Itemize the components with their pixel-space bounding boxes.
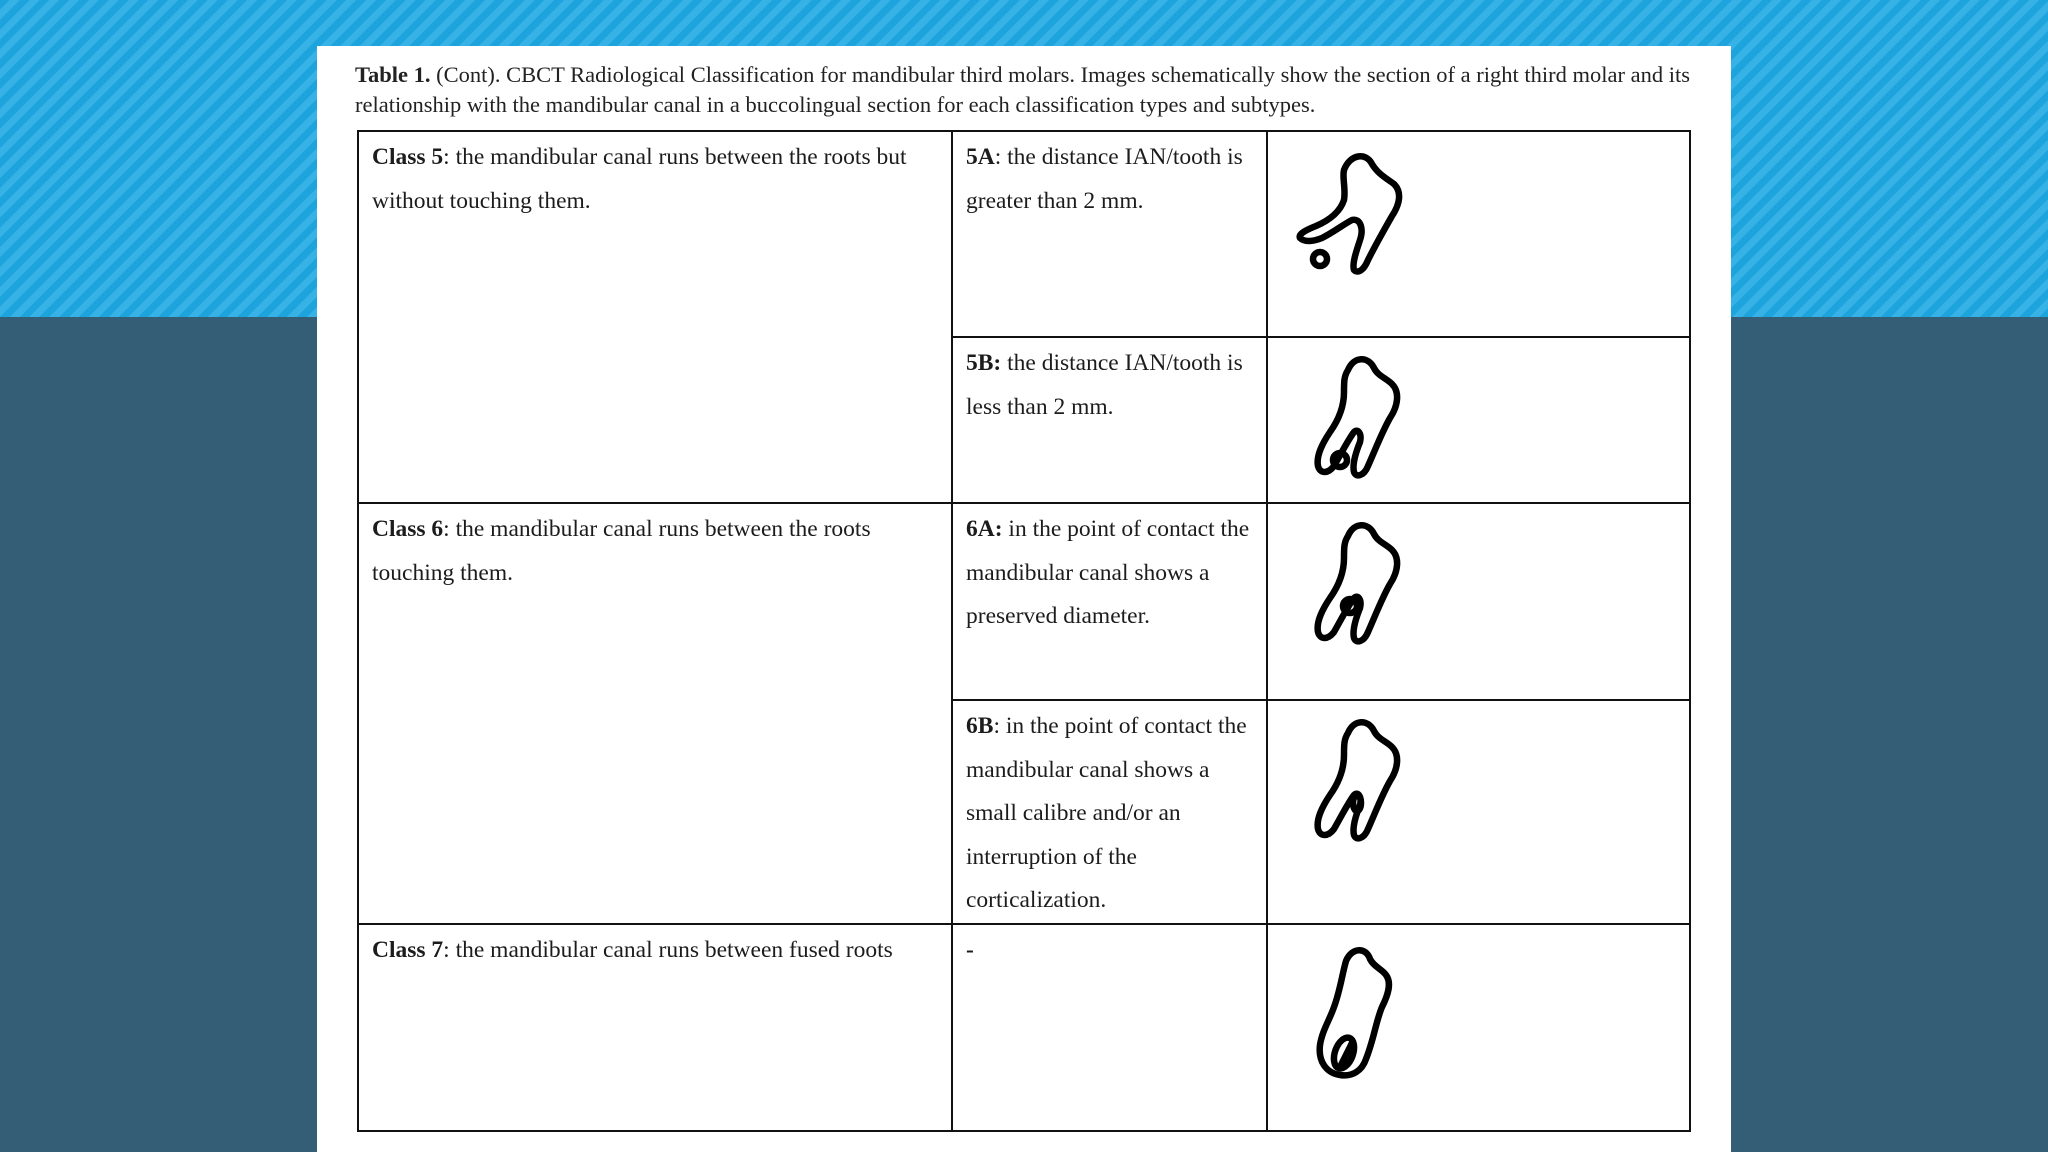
tooth-fused-roots-icon xyxy=(1282,935,1432,1095)
class-cell xyxy=(358,924,952,1131)
subtype-cell xyxy=(952,503,1267,700)
document-page xyxy=(317,46,1731,1152)
image-cell xyxy=(1267,924,1690,1131)
class-label: Class 5 xyxy=(372,144,444,170)
subtype-description: : the distance IAN/tooth is greater than 2 mm. xyxy=(966,144,1243,214)
subtype-label: - xyxy=(966,936,974,963)
table-row xyxy=(358,924,1690,1131)
class-description: : the mandibular canal runs between the roots but without touching them. xyxy=(372,144,907,214)
image-cell xyxy=(1267,337,1690,503)
tooth-canal-contact-narrowed-icon xyxy=(1282,711,1432,861)
tooth-canal-contact-preserved-icon xyxy=(1282,514,1432,664)
subtype-label: 6A: xyxy=(966,516,1003,542)
subtype-label: 6B xyxy=(966,713,994,739)
subtype-cell xyxy=(952,131,1267,337)
class-label: Class 6 xyxy=(372,516,444,542)
image-cell xyxy=(1267,503,1690,700)
table-row xyxy=(358,503,1690,700)
tooth-canal-near-icon xyxy=(1282,348,1432,498)
caption-label: Table 1. xyxy=(355,62,431,87)
classification-table xyxy=(357,130,1691,1132)
class-cell xyxy=(358,503,952,924)
subtype-description: the distance IAN/tooth is less than 2 mm. xyxy=(966,350,1243,420)
subtype-cell xyxy=(952,700,1267,924)
caption-text: (Cont). CBCT Radiological Classification for mandibular third molars. Images schematically show the section of a right third molar and its relationship with the mandibular canal in a buccolingual section for each classification types and subtypes. xyxy=(355,62,1690,117)
table-row xyxy=(358,131,1690,337)
class-description: : the mandibular canal runs between the roots touching them. xyxy=(372,516,871,586)
image-cell xyxy=(1267,131,1690,337)
class-cell xyxy=(358,131,952,503)
subtype-cell xyxy=(952,337,1267,503)
subtype-label: 5A xyxy=(966,144,995,170)
subtype-label: 5B: xyxy=(966,350,1002,376)
class-description: : the mandibular canal runs between fused roots xyxy=(443,936,893,963)
class-label: Class 7 xyxy=(372,936,444,963)
subtype-description: in the point of contact the mandibular canal shows a preserved diameter. xyxy=(966,516,1250,629)
subtype-description: : in the point of contact the mandibular canal shows a small calibre and/or an interruption of the corticalization. xyxy=(966,713,1247,913)
table-caption xyxy=(355,60,1690,120)
tooth-canal-far-icon xyxy=(1282,142,1432,292)
image-cell xyxy=(1267,700,1690,924)
subtype-cell xyxy=(952,924,1267,1131)
